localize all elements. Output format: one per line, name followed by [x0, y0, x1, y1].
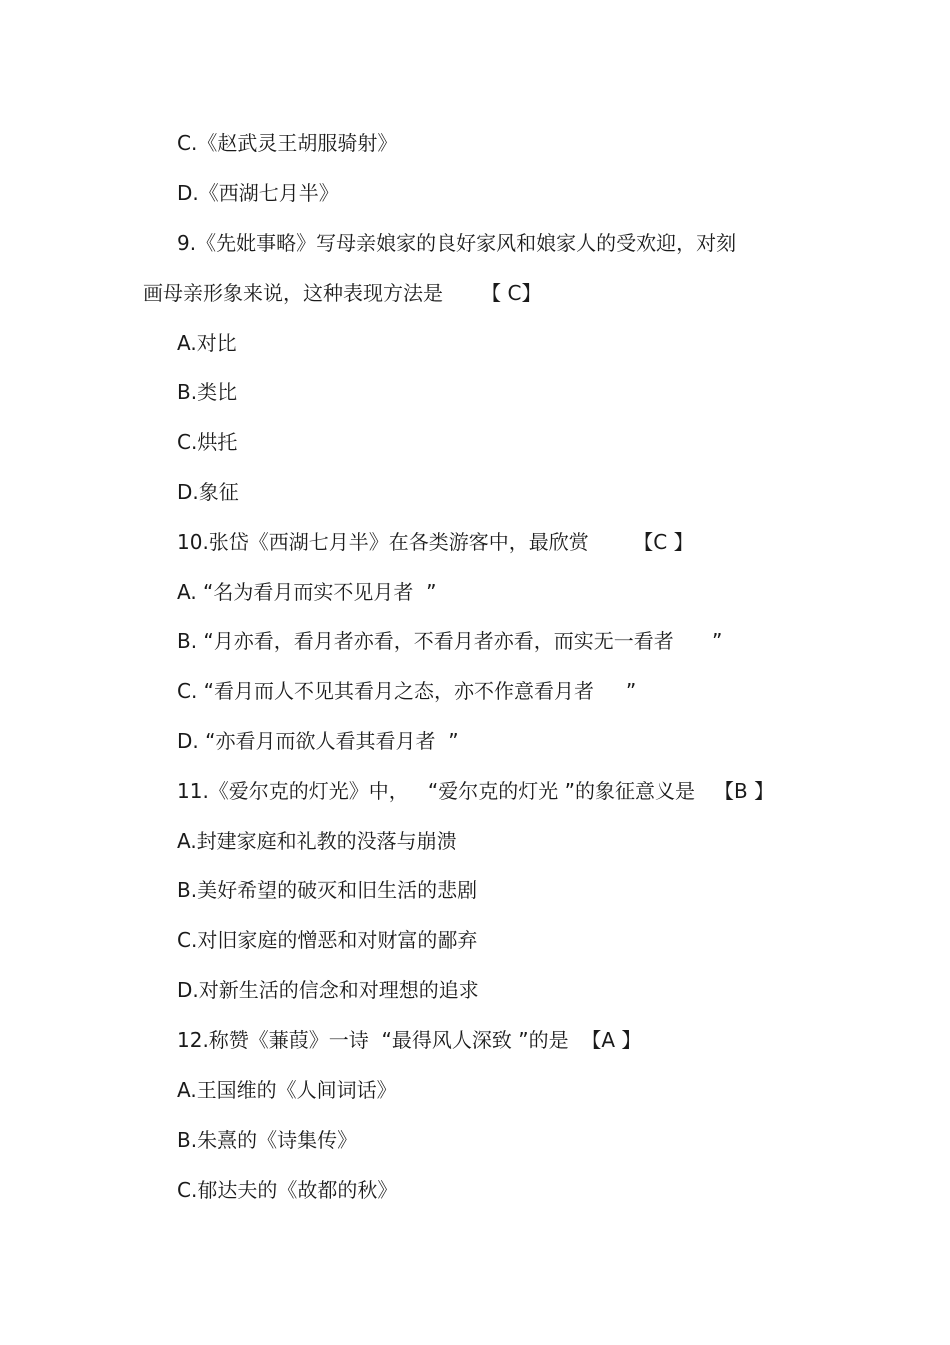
option-c-q11: C.对旧家庭的憎恶和对财富的鄙弃 — [177, 928, 478, 952]
option-c-q9: C.烘托 — [177, 430, 238, 454]
option-d-q9: D.象征 — [177, 480, 239, 504]
question-12: 12.称赞《蒹葭》一诗 “最得风人深致 ”的是 【A 】 — [177, 1028, 642, 1052]
option-a-q11: A.封建家庭和礼教的没落与崩溃 — [177, 829, 457, 853]
option-a-q10: A. “名为看月而实不见月者 ” — [177, 580, 437, 604]
question-9-line-2: 画母亲形象来说，这种表现方法是 【 C】 — [143, 281, 542, 305]
option-b-q12: B.朱熹的《诗集传》 — [177, 1128, 358, 1152]
option-b-q9: B.类比 — [177, 380, 238, 404]
option-b-q10: B. “月亦看，看月者亦看，不看月者亦看，而实无一看者 ” — [177, 629, 723, 653]
option-d-q10: D. “亦看月而欲人看其看月者 ” — [177, 729, 459, 753]
option-c-q10: C. “看月而人不见其看月之态，亦不作意看月者 ” — [177, 679, 637, 703]
option-d-q11: D.对新生活的信念和对理想的追求 — [177, 978, 479, 1002]
question-10: 10.张岱《西湖七月半》在各类游客中，最欣赏 【C 】 — [177, 530, 694, 554]
question-9-line-1: 9.《先妣事略》写母亲娘家的良好家风和娘家人的受欢迎，对刻 — [177, 231, 737, 255]
option-c-q8: C.《赵武灵王胡服骑射》 — [177, 131, 398, 155]
option-a-q12: A.王国维的《人间词话》 — [177, 1078, 397, 1102]
option-a-q9: A.对比 — [177, 331, 237, 355]
option-d-q8: D.《西湖七月半》 — [177, 181, 339, 205]
option-c-q12: C.郁达夫的《故都的秋》 — [177, 1178, 398, 1202]
option-b-q11: B.美好希望的破灭和旧生活的悲剧 — [177, 878, 478, 902]
question-11: 11.《爱尔克的灯光》中， “爱尔克的灯光 ”的象征意义是 【B 】 — [177, 779, 775, 803]
